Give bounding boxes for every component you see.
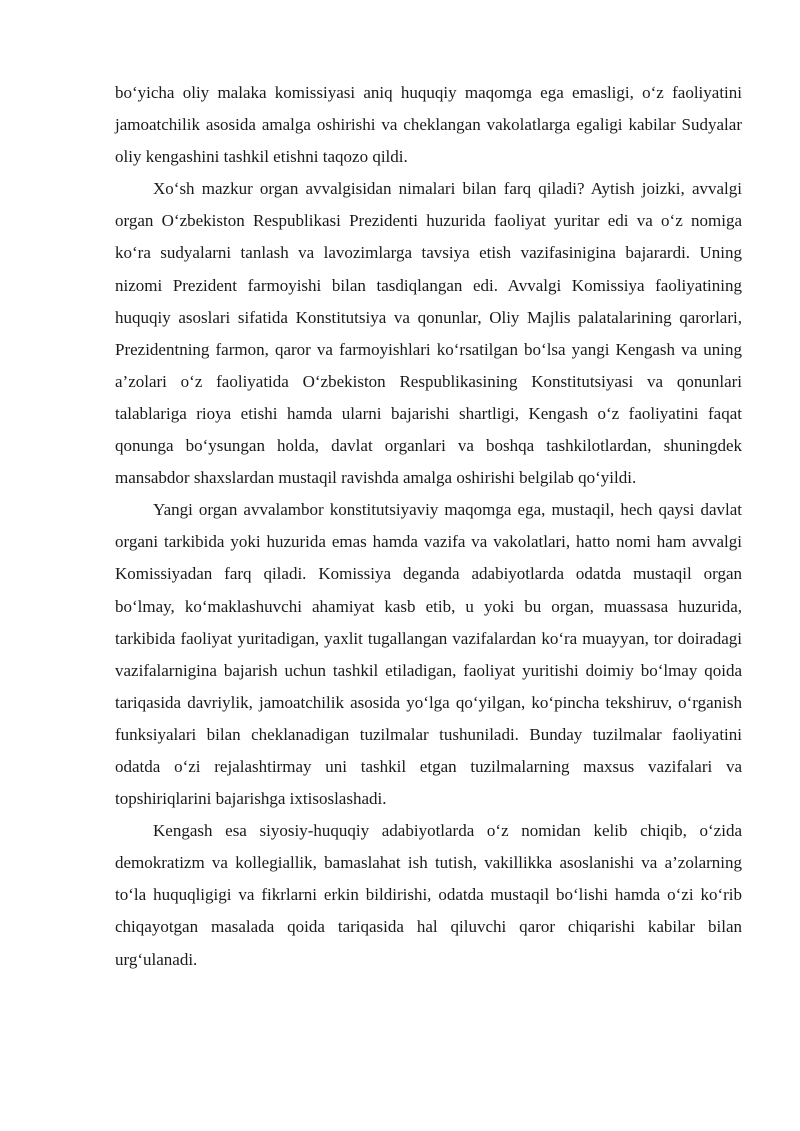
paragraph-council: Kengash esa siyosiy-huquqiy adabiyotlarda o‘z nomidan kelib chiqib, o‘zida demokratizm va kollegiallik, bamaslahat ish tutish, vakillikka asoslanishi va a’zolarning to‘la huquqligigi va fikrlarni erkin bildirishi, odatda mustaqil bo‘lishi hamda o‘zi ko‘rib chiqayotgan masalada qoida tariqasida hal qiluvchi qaror chiqarishi kabilar bilan urg‘ulanadi. [115, 821, 742, 969]
paragraph-new-organ: Yangi organ avvalambor konstitutsiyaviy maqomga ega, mustaqil, hech qaysi davlat organi tarkibida yoki huzurida emas hamda vazifa va vakolatlari, hatto nomi ham avvalgi Komissiyadan farq qiladi. Komissiya deganda adabiyotlarda odatda mustaqil organ bo‘lmay, ko‘maklashuvchi ahamiyat kasb etib, u yoki bu organ, muassasa huzurida, tarkibida faoliyat yuritadigan, yaxlit tugallangan vazifalardan ko‘ra muayyan, tor doiradagi vazifalarnigina bajarish uchun tashkil etiladigan, faoliyat yuritishi doimiy bo‘lmay qoida tariqasida davriylik, jamoatchilik asosida yo‘lga qo‘yilgan, ko‘pincha tekshiruv, o‘rganish funksiyalari bilan cheklanadigan tuzilmalar tushuniladi. Bunday tuzilmalar faoliyatini odatda o‘zi rejalashtirmay uni tashkil etgan tuzilmalarning maxsus vazifalari va topshiriqlarini bajarishga ixtisoslashadi. [115, 500, 742, 809]
paragraph-comparison: Xo‘sh mazkur organ avvalgisidan nimalari bilan farq qiladi? Aytish joizki, avvalgi organ O‘zbekiston Respublikasi Prezidenti huzurida faoliyat yuritar edi va o‘z nomiga ko‘ra sudyalarni tanlash va lavozimlarga tavsiya etish vazifasinigina bajarardi. Uning nizomi Prezident farmoyishi bilan tasdiqlangan edi. Avvalgi Komissiya faoliyatining huquqiy asoslari sifatida Konstitutsiya va qonunlar, Oliy Majlis palatalarining qarorlari, Prezidentning farmon, qaror va farmoyishlari ko‘rsatilgan bo‘lsa yangi Kengash va uning a’zolari o‘z faoliyatida O‘zbekiston Respublikasining Konstitutsiyasi va qonunlari talablariga rioya etishi hamda ularni bajarishi shartligi, Kengash o‘z faoliyatini faqat qonunga bo‘ysungan holda, davlat organlari va boshqa tashkilotlardan, shuningdek mansabdor shaxslardan mustaqil ravishda amalga oshirishi belgilab qo‘yildi. [115, 179, 742, 488]
paragraph-continuation: bo‘yicha oliy malaka komissiyasi aniq huquqiy maqomga ega emasligi, o‘z faoliyatini jamoatchilik asosida amalga oshirishi va cheklangan vakolatlarga egaligi kabilar Sudyalar oliy kengashini tashkil etishni taqozo qildi. [115, 83, 742, 167]
document-page [115, 77, 742, 976]
